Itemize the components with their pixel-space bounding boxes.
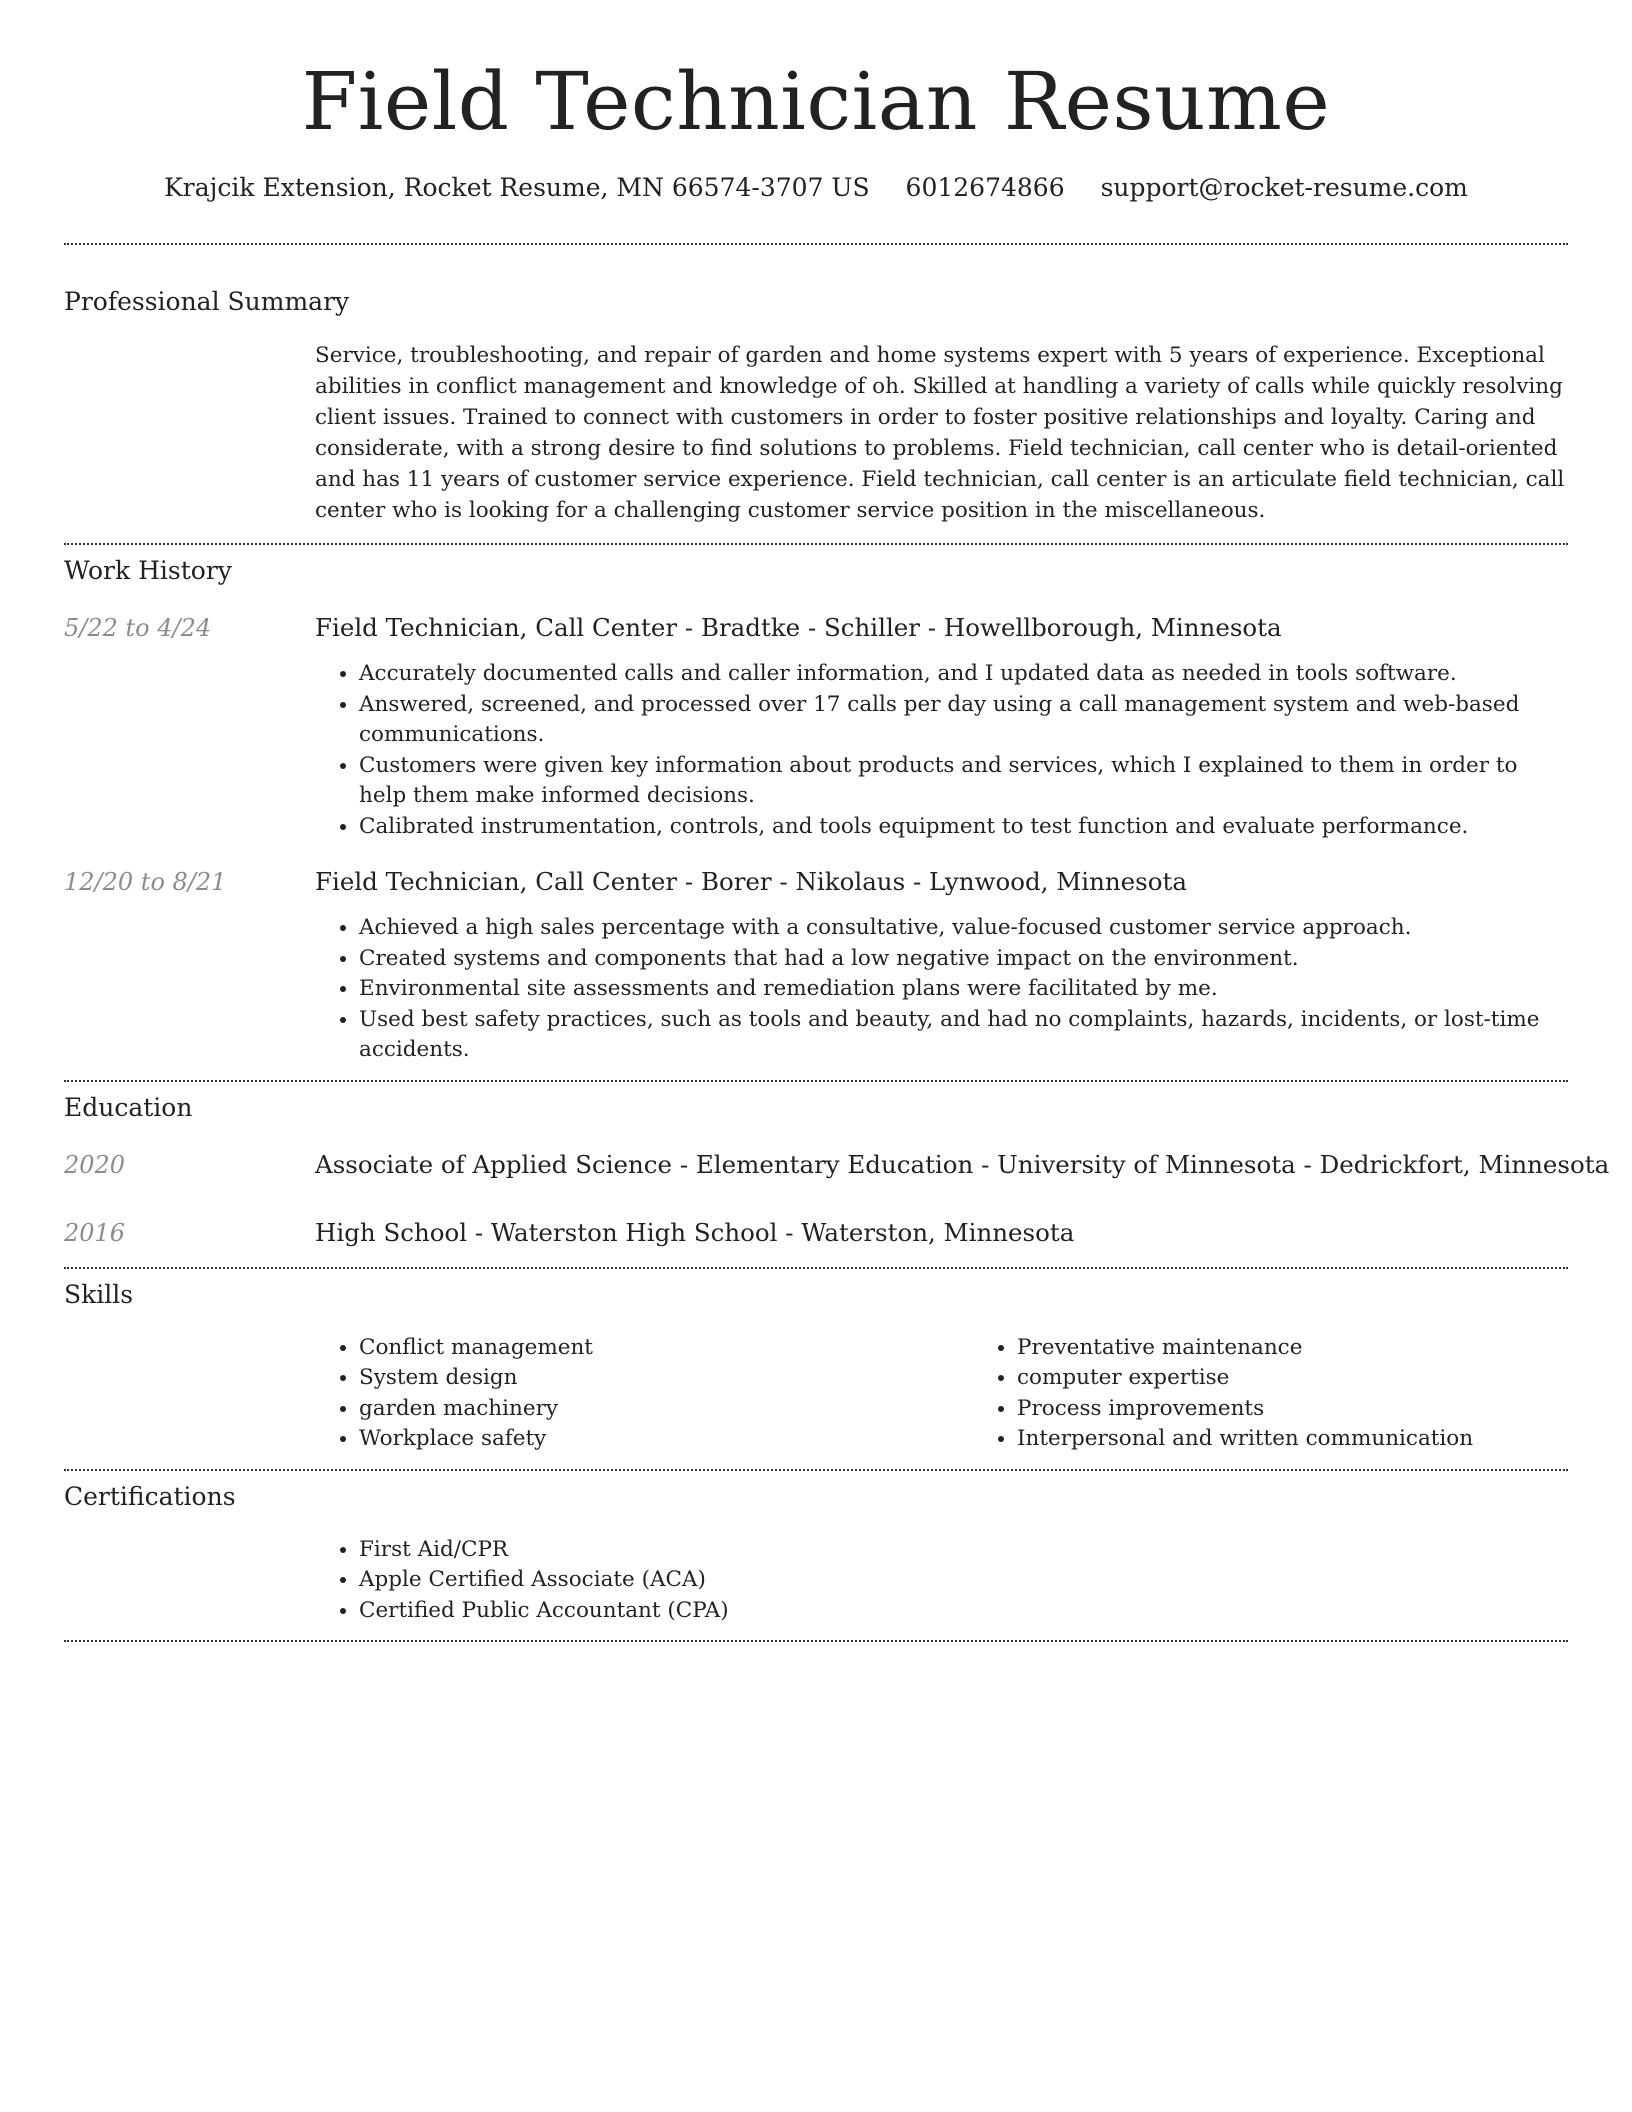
education-section [64, 1091, 1610, 1250]
summary-section [64, 285, 1568, 526]
list-item: • First Aid/CPR [359, 1535, 1568, 1566]
job-entry [64, 865, 1568, 1066]
section-title-certifications: Certifications [64, 1481, 236, 1511]
job-bullets [315, 913, 1568, 1066]
list-item: • Interpersonal and written communication [1017, 1424, 1631, 1455]
job-entry [64, 611, 1568, 842]
job-bullets [315, 659, 1568, 842]
job-dates: 12/20 to 8/21 [64, 868, 227, 896]
skills-grid [315, 1333, 1631, 1455]
list-item: • Answered, screened, and processed over 17 calls per day using a call management system and web-based communications. [359, 690, 1568, 751]
list-item: • garden machinery [359, 1394, 973, 1425]
contact-address: Krajcik Extension, Rocket Resume, MN 66574-3707 US [164, 173, 870, 202]
section-title-work-history: Work History [64, 556, 232, 585]
list-item: • Preventative maintenance [1017, 1333, 1631, 1364]
list-item: • Workplace safety [359, 1424, 973, 1455]
resume-page [64, 0, 1610, 1642]
summary-text: Service, troubleshooting, and repair of garden and home systems expert with 5 years of experience. Exceptional abilities in conflict management and knowledge of oh. Skilled at handling a variety of calls while quickly resolving client issues. Trained to connect with customers in order to foster positive relationships and loyalty. Caring and considerate, with a strong desire to find solutions to problems. Field technician, call center who is detail-oriented and has 11 years of customer service experience. Field technician, call center is an articulate field technician, call center who is looking for a challenging customer service position in the miscellaneous. [315, 343, 1565, 523]
divider [64, 243, 1568, 245]
section-title-summary: Professional Summary [64, 287, 350, 316]
list-item: • Environmental site assessments and remediation plans were facilitated by me. [359, 974, 1568, 1005]
certifications-section [64, 1480, 1568, 1627]
list-item: • Conflict management [359, 1333, 973, 1364]
list-item: • Achieved a high sales percentage with a consultative, value-focused customer service approach. [359, 913, 1568, 944]
list-item: • Calibrated instrumentation, controls, and tools equipment to test function and evaluate performance. [359, 812, 1568, 843]
education-entry [64, 1216, 1568, 1250]
job-details: - Borer - Nikolaus - Lynwood, Minnesota [677, 867, 1187, 896]
education-details: - Waterston High School - Waterston, Minnesota [467, 1217, 1075, 1247]
list-item: • Created systems and components that had a low negative impact on the environment. [359, 944, 1568, 975]
resume-title: Field Technician Resume [301, 55, 1331, 148]
education-year: 2020 [64, 1150, 126, 1179]
education-entry [64, 1148, 1610, 1182]
list-item: • Used best safety practices, such as tools and beauty, and had no complaints, hazards, incidents, or lost-time accidents. [359, 1005, 1568, 1066]
education-line [315, 1148, 1609, 1182]
contact-email: support@rocket-resume.com [1100, 173, 1468, 202]
list-item: • computer expertise [1017, 1363, 1631, 1394]
job-title [315, 611, 1568, 645]
section-title-skills: Skills [64, 1279, 134, 1309]
work-history-section [64, 554, 1568, 1066]
section-title-education: Education [64, 1092, 193, 1122]
divider [64, 1080, 1568, 1082]
skills-list-right [973, 1333, 1631, 1455]
job-role: Field Technician, Call Center [315, 613, 678, 642]
list-item: • Customers were given key information about products and services, which I explained to them in order to help them make informed decisions. [359, 751, 1568, 812]
list-item: • Accurately documented calls and caller information, and I updated data as needed in tools software. [359, 659, 1568, 690]
contact-line [64, 170, 1568, 206]
education-degree: Associate of Applied Science - Elementary Education [315, 1149, 974, 1179]
job-details: - Bradtke - Schiller - Howellborough, Minnesota [677, 613, 1282, 642]
education-year: 2016 [64, 1218, 126, 1247]
list-item: • Process improvements [1017, 1394, 1631, 1425]
divider [64, 1640, 1568, 1642]
job-title [315, 865, 1568, 899]
divider [64, 1267, 1568, 1269]
education-degree: High School [315, 1217, 468, 1247]
list-item: • Apple Certified Associate (ACA) [359, 1565, 1568, 1596]
divider [64, 543, 1568, 545]
skills-list-left [315, 1333, 973, 1455]
list-item: • System design [359, 1363, 973, 1394]
list-item: • Certified Public Accountant (CPA) [359, 1596, 1568, 1627]
education-details: - University of Minnesota - Dedrickfort, Minnesota [973, 1149, 1610, 1179]
certifications-list [315, 1535, 1568, 1627]
job-dates: 5/22 to 4/24 [64, 614, 212, 642]
education-line [315, 1216, 1568, 1250]
job-role: Field Technician, Call Center [315, 867, 678, 896]
skills-section [64, 1278, 1568, 1455]
divider [64, 1469, 1568, 1471]
contact-phone: 6012674866 [905, 173, 1065, 202]
